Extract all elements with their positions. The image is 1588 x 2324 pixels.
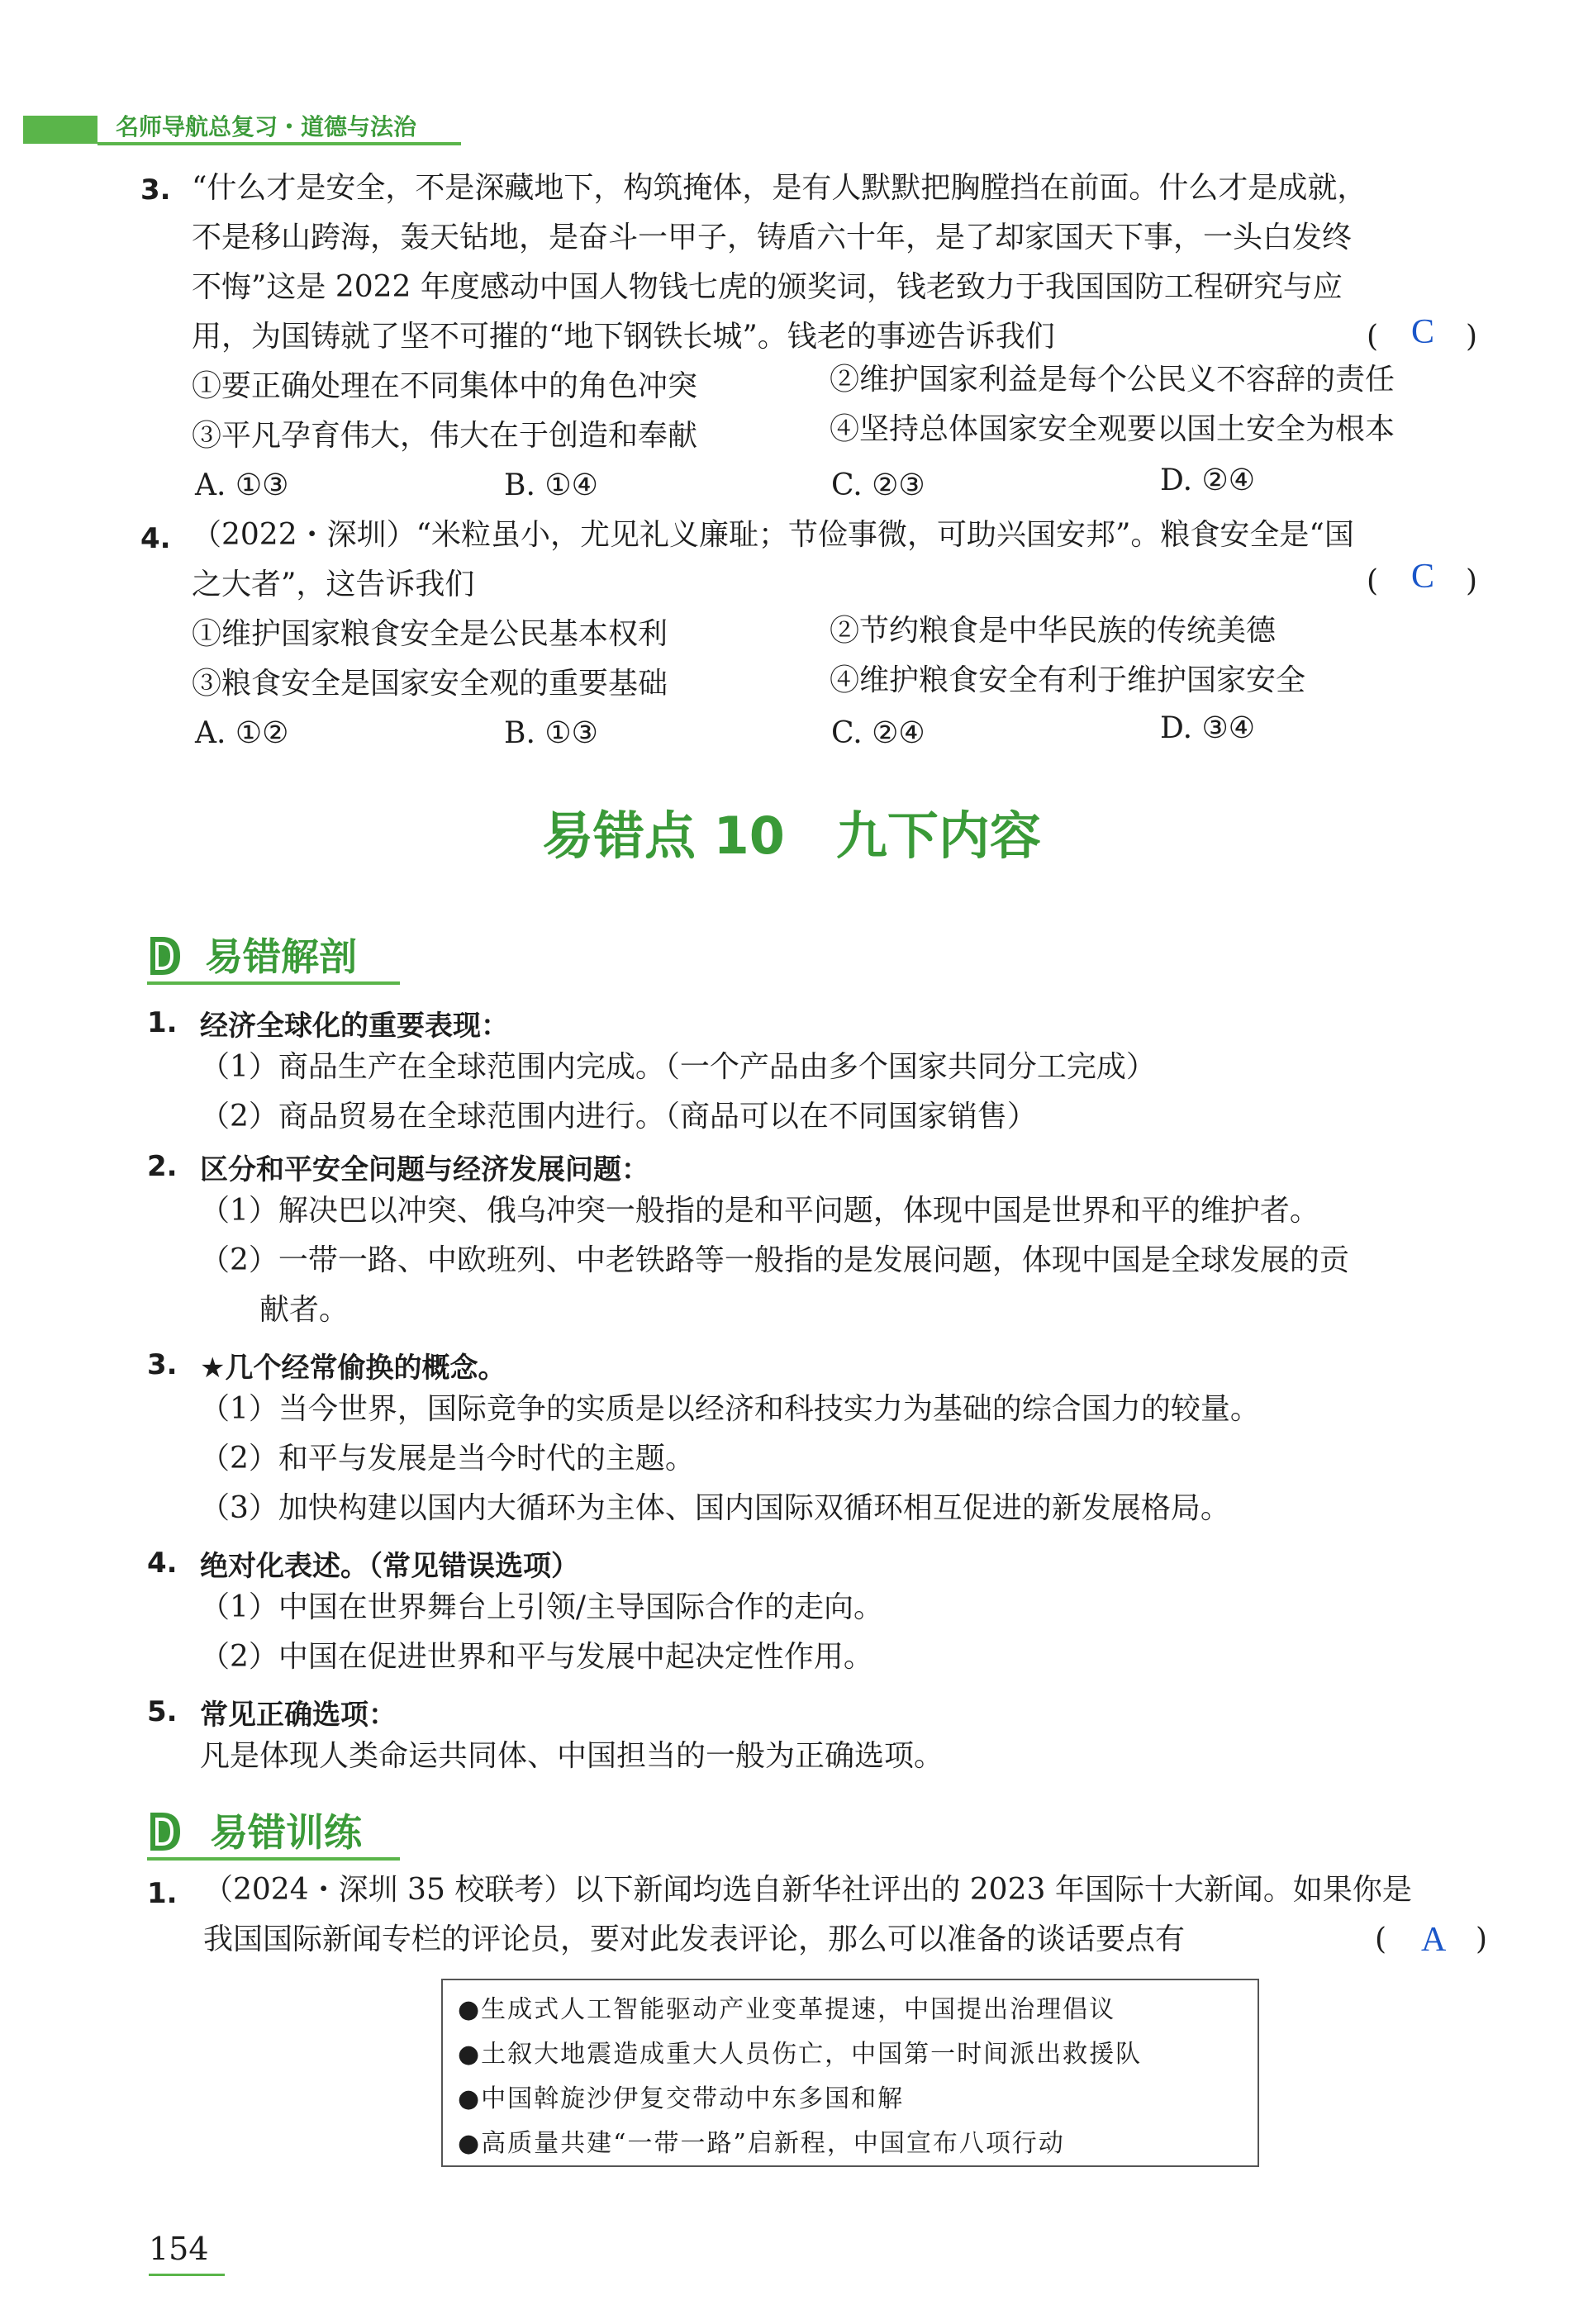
heading-underline <box>147 1857 400 1861</box>
choice-c: C. ②④ <box>831 716 925 750</box>
choice-d: D. ②④ <box>1160 463 1256 497</box>
section-title: 易错点 10 九下内容 <box>542 806 1041 866</box>
news-item: ●中国斡旋沙伊复交带动中东多国和解 <box>458 2084 905 2113</box>
option-statement: ③平凡孕育伟大，伟大在于创造和奉献 <box>192 419 698 453</box>
answer-mark: C <box>1411 558 1435 596</box>
question-line: 用，为国铸就了坚不可摧的“地下钢铁长城”。钱老的事迹告诉我们 <box>192 320 1055 354</box>
item-heading: 经济全球化的重要表现： <box>200 1010 509 1043</box>
option-statement: ①维护国家粮食安全是公民基本权利 <box>192 617 668 651</box>
item-line: （1）商品生产在全球范围内完成。（一个产品由多个国家共同分工完成） <box>200 1050 1156 1084</box>
header-underline <box>97 142 461 145</box>
news-item: ●高质量共建“一带一路”启新程，中国宣布八项行动 <box>458 2129 1065 2158</box>
option-statement: ②节约粮食是中华民族的传统美德 <box>830 614 1277 648</box>
heading-underline <box>147 981 400 985</box>
question-line: 我国国际新闻专栏的评论员，要对此发表评论，那么可以准备的谈话要点有 <box>203 1922 1186 1956</box>
item-line: （2）商品贸易在全球范围内进行。（商品可以在不同国家销售） <box>200 1100 1037 1133</box>
item-number: 4. <box>147 1547 178 1580</box>
option-statement: ④坚持总体国家安全观要以国土安全为根本 <box>830 412 1395 446</box>
analysis-heading: 易错解剖 <box>205 934 357 979</box>
page-number: 154 <box>149 2231 209 2267</box>
news-item: ●土叙大地震造成重大人员伤亡，中国第一时间派出救援队 <box>458 2040 1143 2069</box>
page-number-underline <box>149 2274 225 2276</box>
option-statement: ②维护国家利益是每个公民义不容辞的责任 <box>830 363 1395 397</box>
item-line: （3）加快构建以国内大循环为主体、国内国际双循环相互促进的新发展格局。 <box>200 1491 1230 1525</box>
item-heading: 绝对化表述。（常见错误选项） <box>200 1550 579 1583</box>
answer-mark: C <box>1411 313 1435 351</box>
choice-d: D. ③④ <box>1160 711 1256 745</box>
answer-paren-open: ( <box>1375 1922 1387 1956</box>
question-line: 不是移山跨海，轰天钻地，是奋斗一甲子，铸盾六十年，是了却家国天下事，一头白发终 <box>192 221 1353 254</box>
item-line: 凡是体现人类命运共同体、中国担当的一般为正确选项。 <box>200 1739 944 1773</box>
question-line: 之大者”，这告诉我们 <box>192 568 475 601</box>
item-line: （1）中国在世界舞台上引领/主导国际合作的走向。 <box>200 1590 884 1624</box>
item-line: （2）中国在促进世界和平与发展中起决定性作用。 <box>200 1640 873 1674</box>
choice-a: A. ①③ <box>195 468 289 502</box>
item-line: （1）解决巴以冲突、俄乌冲突一般指的是和平问题，体现中国是世界和平的维护者。 <box>200 1194 1319 1228</box>
item-line: （1）当今世界，国际竞争的实质是以经济和科技实力为基础的综合国力的较量。 <box>200 1392 1260 1426</box>
question-number: 1. <box>147 1877 178 1910</box>
answer-paren-close: ) <box>1466 564 1478 598</box>
section-tag-icon <box>147 1809 183 1854</box>
answer-paren-open: ( <box>1367 320 1379 354</box>
answer-mark: A <box>1421 1921 1447 1959</box>
news-box <box>441 1979 1259 2167</box>
option-statement: ①要正确处理在不同集体中的角色冲突 <box>192 369 698 403</box>
answer-paren-close: ) <box>1476 1922 1488 1956</box>
item-number: 3. <box>147 1348 178 1381</box>
item-line: 献者。 <box>200 1293 349 1327</box>
question-number: 4. <box>140 522 171 555</box>
section-tag-icon <box>147 934 183 978</box>
choice-b: B. ①④ <box>504 468 598 502</box>
item-line: （2）和平与发展是当今时代的主题。 <box>200 1442 695 1476</box>
option-statement: ③粮食安全是国家安全观的重要基础 <box>192 667 668 701</box>
question-line: （2022・深圳）“米粒虽小，尤见礼义廉耻；节俭事微，可助兴国安邦”。粮食安全是“国 <box>192 518 1354 552</box>
answer-paren-close: ) <box>1466 320 1478 354</box>
choice-b: B. ①③ <box>504 716 598 750</box>
question-number: 3. <box>140 173 171 207</box>
option-statement: ④维护粮食安全有利于维护国家安全 <box>830 663 1306 697</box>
question-line: （2024・深圳 35 校联考）以下新闻均选自新华社评出的 2023 年国际十大新闻。如果你是 <box>203 1873 1412 1907</box>
question-line: 不悔”这是 2022 年度感动中国人物钱七虎的颁奖词，钱老致力于我国国防工程研究与应 <box>192 270 1343 304</box>
question-line: “什么才是安全，不是深藏地下，构筑掩体，是有人默默把胸膛挡在前面。什么才是成就， <box>192 171 1367 205</box>
news-item: ●生成式人工智能驱动产业变革提速，中国提出治理倡议 <box>458 1995 1116 2024</box>
item-number: 2. <box>147 1150 178 1183</box>
answer-paren-open: ( <box>1367 564 1379 598</box>
choice-c: C. ②③ <box>831 468 925 502</box>
item-heading: 常见正确选项： <box>200 1699 397 1732</box>
item-heading: ★几个经常偷换的概念。 <box>200 1352 506 1385</box>
item-number: 1. <box>147 1006 178 1039</box>
header-title: 名师导航总复习・道德与法治 <box>116 113 417 140</box>
item-heading: 区分和平安全问题与经济发展问题： <box>200 1153 649 1186</box>
item-number: 5. <box>147 1695 178 1728</box>
item-line: （2）一带一路、中欧班列、中老铁路等一般指的是发展问题，体现中国是全球发展的贡 <box>200 1243 1349 1277</box>
training-heading: 易错训练 <box>210 1810 362 1855</box>
choice-a: A. ①② <box>195 716 289 750</box>
header-accent-bar <box>23 116 97 144</box>
